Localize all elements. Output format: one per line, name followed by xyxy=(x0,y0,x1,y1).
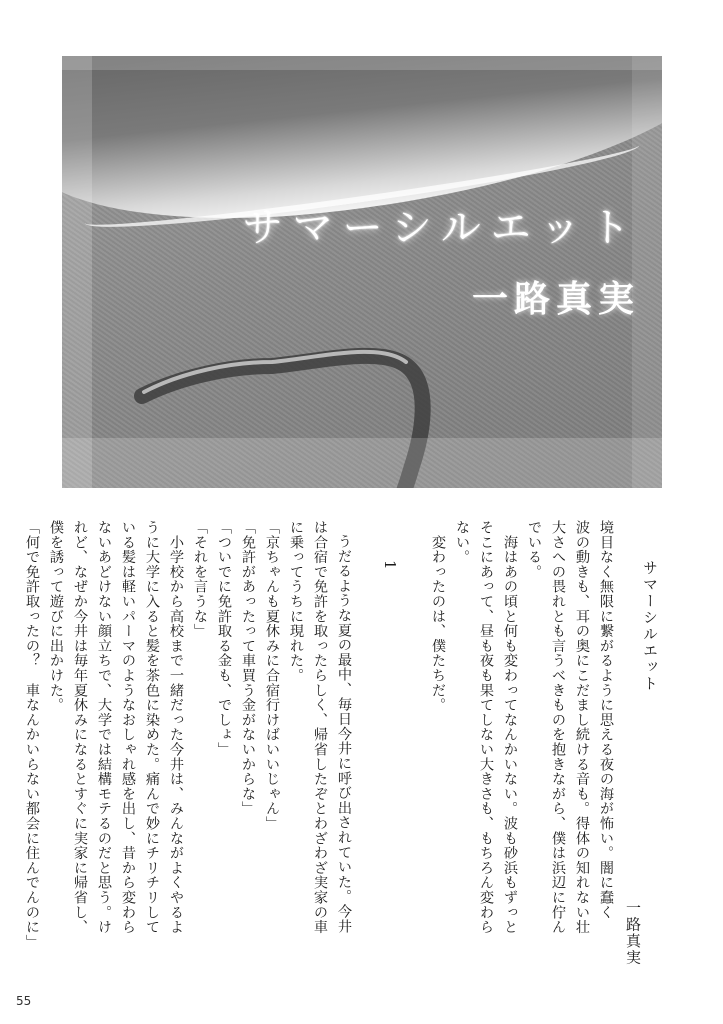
text-line: は合宿で免許を取ったらしく、帰省したぞとわざわざ実家の車 xyxy=(312,520,328,935)
text-line: 大さへの畏れとも言うべきものを抱きながら、僕は浜辺に佇ん xyxy=(550,520,566,935)
text-line: 変わったのは、僕たちだ。 xyxy=(430,520,446,713)
section-number: 1 xyxy=(381,560,399,571)
text-line: うに大学に入ると髪を茶色に染めた。痛んで妙にチリチリして xyxy=(144,520,160,935)
text-line: 小学校から高校まで一緒だった今井は、みんながよくやるよ xyxy=(168,520,184,935)
text-line: 境目なく無限に繋がるように思える夜の海が怖い。闇に蠢く xyxy=(598,520,614,920)
frame-band-left xyxy=(62,56,92,488)
frame-band-top xyxy=(62,56,662,70)
story-author: 一路真実 xyxy=(624,900,642,966)
text-line: 「それを言うな」 xyxy=(192,520,208,639)
frame-band-bottom xyxy=(62,438,662,488)
text-line: 「ついでに免許取る金も、でしょ」 xyxy=(216,520,232,757)
text-line: 「何で免許取ったの？ 車なんかいらない都会に住んでんのに」 xyxy=(24,520,40,950)
text-line: 波の動きも、耳の奥にこだまし続ける音も。得体の知れない壮 xyxy=(574,520,590,935)
text-line: に乗ってうちに現れた。 xyxy=(288,520,304,683)
text-line: でいる。 xyxy=(526,520,542,580)
text-line: 僕を誘って遊びに出かけた。 xyxy=(48,520,64,713)
text-line: れど、なぜか今井は毎年夏休みになるとすぐに実家に帰省し、 xyxy=(72,520,88,935)
text-line: そこにあって、昼も夜も果てしない大きさも、もちろん変わら xyxy=(478,520,494,935)
story-title: サマーシルエット xyxy=(641,560,659,692)
text-line: 「免許があったって車買う金がないからな」 xyxy=(240,520,256,816)
page-number: 55 xyxy=(16,994,32,1008)
cover-title: サマーシルエット xyxy=(242,205,640,251)
text-line: いる髪は軽いパーマのようなおしゃれ感を出し、昔から変わら xyxy=(120,520,136,935)
cover-photo xyxy=(62,56,662,488)
text-line: ない。 xyxy=(454,520,470,565)
text-line: ないあどけない顔立ちで、大学では結構モテるのだと思う。け xyxy=(96,520,112,935)
text-line: 海はあの頃と何も変わってなんかいない。波も砂浜もずっと xyxy=(502,520,518,935)
text-line: 「京ちゃんも夏休みに合宿行けばいいじゃん」 xyxy=(264,520,280,831)
text-line: うだるような夏の最中、毎日今井に呼び出されていた。今井 xyxy=(336,534,352,934)
cover-author: 一路真実 xyxy=(471,279,640,320)
